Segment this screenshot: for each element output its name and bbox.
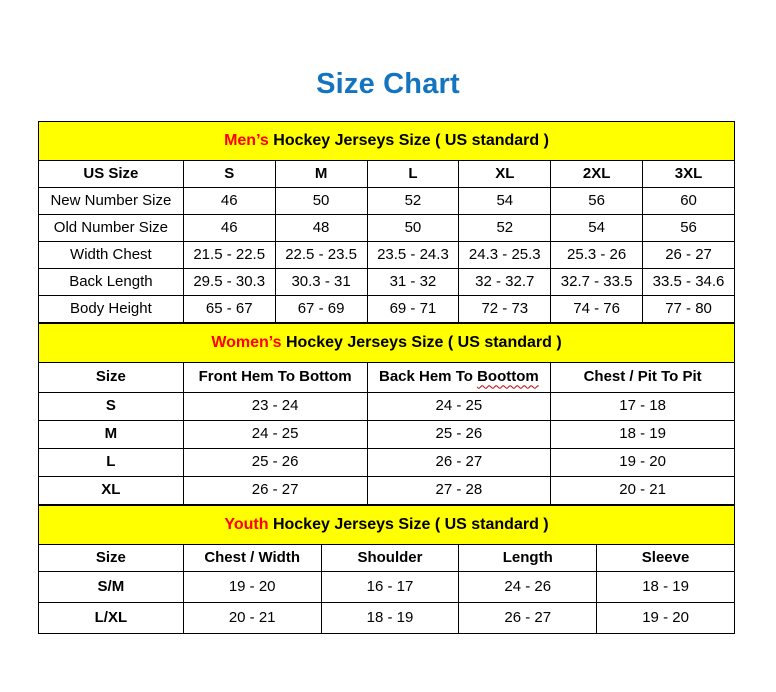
- table-row: [39, 215, 735, 242]
- table-cell: 26 - 27: [367, 449, 551, 477]
- section-title-highlight: Youth: [224, 516, 269, 534]
- column-header: Chest / Pit To Pit: [551, 363, 735, 393]
- table-cell: 23.5 - 24.3: [367, 242, 459, 269]
- table-cell: 20 - 21: [551, 477, 735, 505]
- column-header-row: [39, 161, 735, 188]
- table-cell: 60: [643, 188, 735, 215]
- table-row: [39, 572, 735, 603]
- table-cell: 32 - 32.7: [459, 269, 551, 296]
- table-cell: 48: [275, 215, 367, 242]
- page-title: Size Chart: [316, 68, 460, 100]
- column-header-row: [39, 363, 735, 393]
- column-header: Size: [39, 363, 184, 393]
- table-cell: 19 - 20: [597, 603, 735, 634]
- table-cell: 69 - 71: [367, 296, 459, 323]
- table-cell: 31 - 32: [367, 269, 459, 296]
- table-row: [39, 449, 735, 477]
- section-title-highlight: Women’s: [211, 334, 282, 352]
- column-header: Back Hem To Boottom: [367, 363, 551, 393]
- column-header: Size: [39, 545, 184, 572]
- table-cell: 26 - 27: [459, 603, 597, 634]
- table-cell: 25.3 - 26: [551, 242, 643, 269]
- section-title-text: Hockey Jerseys Size ( US standard ): [268, 132, 549, 150]
- section-title-row: [39, 324, 735, 363]
- table-cell: 19 - 20: [551, 449, 735, 477]
- table-cell: 50: [367, 215, 459, 242]
- column-header: S: [183, 161, 275, 188]
- table-cell: 54: [551, 215, 643, 242]
- column-header: 3XL: [643, 161, 735, 188]
- table-cell: 30.3 - 31: [275, 269, 367, 296]
- row-label: XL: [39, 477, 184, 505]
- table-cell: 23 - 24: [183, 393, 367, 421]
- table-cell: 18 - 19: [321, 603, 459, 634]
- table-row: [39, 296, 735, 323]
- section-title-text: Hockey Jerseys Size ( US standard ): [268, 516, 549, 534]
- column-header: XL: [459, 161, 551, 188]
- column-header: Shoulder: [321, 545, 459, 572]
- table-cell: 33.5 - 34.6: [643, 269, 735, 296]
- section-title: [39, 506, 735, 545]
- misspelled-word: Boottom: [477, 368, 539, 386]
- row-label: S: [39, 393, 184, 421]
- section-title-row: [39, 506, 735, 545]
- row-label: M: [39, 421, 184, 449]
- table-cell: 21.5 - 22.5: [183, 242, 275, 269]
- table-cell: 77 - 80: [643, 296, 735, 323]
- table-cell: 24.3 - 25.3: [459, 242, 551, 269]
- table-cell: 16 - 17: [321, 572, 459, 603]
- column-header: M: [275, 161, 367, 188]
- row-label: Old Number Size: [39, 215, 184, 242]
- column-header: Front Hem To Bottom: [183, 363, 367, 393]
- column-header: Chest / Width: [183, 545, 321, 572]
- row-label: Width Chest: [39, 242, 184, 269]
- row-label: Body Height: [39, 296, 184, 323]
- mens-size-table-host: [38, 121, 735, 323]
- column-header: US Size: [39, 161, 184, 188]
- section-title-highlight: Men’s: [224, 132, 269, 150]
- table-cell: 65 - 67: [183, 296, 275, 323]
- table-cell: 26 - 27: [183, 477, 367, 505]
- table-cell: 24 - 25: [183, 421, 367, 449]
- row-label: New Number Size: [39, 188, 184, 215]
- column-header: L: [367, 161, 459, 188]
- column-header-row: [39, 545, 735, 572]
- table-cell: 52: [459, 215, 551, 242]
- table-row: [39, 421, 735, 449]
- column-header: 2XL: [551, 161, 643, 188]
- row-label: Back Length: [39, 269, 184, 296]
- column-header: Length: [459, 545, 597, 572]
- womens-size-table-host: [38, 323, 735, 505]
- section-title-row: [39, 122, 735, 161]
- column-header: Sleeve: [597, 545, 735, 572]
- table-cell: 29.5 - 30.3: [183, 269, 275, 296]
- row-label: L/XL: [39, 603, 184, 634]
- table-cell: 22.5 - 23.5: [275, 242, 367, 269]
- table-cell: 72 - 73: [459, 296, 551, 323]
- table-cell: 56: [551, 188, 643, 215]
- table-cell: 56: [643, 215, 735, 242]
- mens-size-table: [38, 121, 735, 323]
- table-cell: 20 - 21: [183, 603, 321, 634]
- table-cell: 24 - 25: [367, 393, 551, 421]
- table-cell: 50: [275, 188, 367, 215]
- table-row: [39, 269, 735, 296]
- womens-size-table: [38, 323, 735, 505]
- table-cell: 67 - 69: [275, 296, 367, 323]
- table-cell: 25 - 26: [183, 449, 367, 477]
- table-cell: 24 - 26: [459, 572, 597, 603]
- youth-size-table-host: [38, 505, 735, 634]
- youth-size-table: [38, 505, 735, 634]
- table-row: [39, 393, 735, 421]
- table-cell: 25 - 26: [367, 421, 551, 449]
- table-cell: 46: [183, 188, 275, 215]
- row-label: L: [39, 449, 184, 477]
- table-cell: 74 - 76: [551, 296, 643, 323]
- table-cell: 32.7 - 33.5: [551, 269, 643, 296]
- section-title: [39, 122, 735, 161]
- row-label: S/M: [39, 572, 184, 603]
- table-row: [39, 477, 735, 505]
- table-row: [39, 603, 735, 634]
- size-chart-tables: [38, 121, 735, 634]
- table-cell: 26 - 27: [643, 242, 735, 269]
- table-cell: 18 - 19: [597, 572, 735, 603]
- table-cell: 52: [367, 188, 459, 215]
- table-cell: 46: [183, 215, 275, 242]
- section-title: [39, 324, 735, 363]
- table-row: [39, 242, 735, 269]
- table-cell: 18 - 19: [551, 421, 735, 449]
- table-cell: 19 - 20: [183, 572, 321, 603]
- table-cell: 27 - 28: [367, 477, 551, 505]
- section-title-text: Hockey Jerseys Size ( US standard ): [281, 334, 562, 352]
- table-cell: 17 - 18: [551, 393, 735, 421]
- table-row: [39, 188, 735, 215]
- table-cell: 54: [459, 188, 551, 215]
